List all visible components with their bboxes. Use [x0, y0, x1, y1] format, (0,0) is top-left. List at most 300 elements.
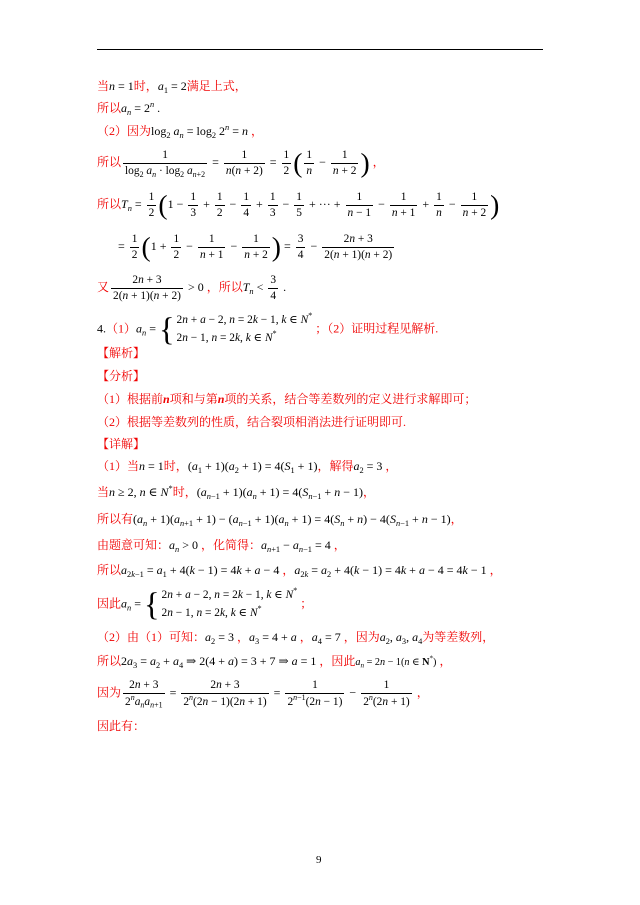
math-var: n: [238, 519, 243, 529]
math-var: a: [143, 164, 153, 177]
math-text: 2: [300, 570, 305, 580]
math-text: 1: [290, 466, 295, 476]
answer-text: 因为: [97, 685, 122, 700]
math-text: −1: [297, 693, 306, 703]
math-text: ,: [225, 607, 231, 619]
math-text: −: [226, 196, 240, 211]
math-var: n: [153, 289, 160, 302]
math-text: + 2: [249, 248, 268, 261]
math-var: n: [130, 693, 135, 703]
fraction-denominator: [123, 164, 207, 179]
math-text: + 1) = 4(: [238, 459, 285, 474]
math-var: a: [184, 164, 193, 177]
fraction-denominator: [304, 164, 314, 179]
answer-text: 【解析】: [97, 345, 146, 360]
math-text: 2: [385, 637, 390, 647]
answer-text: 【详解】: [97, 436, 146, 451]
math-text: −: [445, 196, 459, 211]
math-text: 1: [253, 232, 259, 245]
math-text: 2: [161, 607, 168, 619]
fraction-numerator: [294, 190, 304, 206]
inline-formula: [355, 657, 436, 668]
superscript: [293, 693, 305, 702]
fraction-numerator: [123, 148, 207, 164]
math-text: 1: [173, 232, 180, 245]
math-text: log: [125, 164, 140, 177]
math-text: + 1)(: [147, 512, 174, 527]
math-text: − 4 = 4: [424, 563, 463, 578]
math-var: n: [189, 693, 194, 703]
math-text: + 3: [143, 273, 162, 286]
math-var: n: [334, 485, 341, 500]
fraction-denominator: [215, 206, 225, 221]
math-var: n: [127, 108, 132, 118]
math-var: n: [127, 203, 132, 213]
math-text: =: [266, 154, 280, 169]
math-text: *: [257, 604, 262, 614]
answer-text: ，因此: [316, 654, 356, 669]
fraction-numerator: [296, 232, 306, 248]
math-text: 4: [317, 637, 322, 647]
left-paren: (: [293, 147, 303, 179]
math-text: + 1)(: [128, 289, 154, 302]
fraction-numerator: [268, 273, 278, 289]
math-text: =: [146, 321, 159, 336]
math-var: n: [139, 485, 146, 500]
math-text: 2: [180, 169, 185, 179]
math-var: n: [239, 695, 246, 708]
math-text: > 0: [184, 279, 204, 294]
math-text: · log: [156, 164, 181, 177]
math-text: 2(: [113, 289, 123, 302]
answer-text: 所以有: [97, 512, 134, 527]
math-var: n: [298, 545, 304, 555]
answer-text: 又: [97, 279, 110, 294]
math-var: n: [140, 700, 145, 710]
math-text: 2: [327, 570, 332, 580]
math-text: 1: [356, 190, 363, 203]
math-var: n: [242, 124, 248, 139]
math-text: ∈: [286, 314, 301, 327]
answer-text: ，因为: [340, 630, 380, 645]
math-text: =: [281, 238, 294, 253]
fraction: [111, 273, 183, 304]
math-text: +: [321, 485, 335, 500]
fraction: [147, 190, 157, 221]
math-text: +: [200, 196, 213, 211]
math-var: a: [169, 538, 176, 553]
math-text: ) = 3 + 7 ⇒: [233, 654, 292, 669]
math-text: .: [280, 279, 287, 294]
math-bold-symbol: N: [422, 657, 430, 669]
math-text: = 1: [115, 79, 134, 94]
math-var: k: [245, 332, 251, 344]
fraction: [296, 232, 306, 263]
answer-text: ；（2）证明过程见解析.: [312, 321, 439, 336]
fraction: [123, 148, 207, 179]
math-text: −: [279, 196, 293, 211]
fraction-denominator: [331, 164, 359, 179]
math-text: =: [143, 563, 157, 578]
answer-text: 所以: [97, 196, 122, 211]
math-text: − 1,: [257, 314, 282, 327]
math-var: a: [136, 321, 143, 336]
math-var: S: [389, 512, 396, 527]
fraction-denominator: [346, 206, 374, 221]
math-text: +: [172, 589, 186, 602]
answer-text: 为等差数列，: [422, 630, 495, 645]
math-var: a: [121, 101, 128, 116]
math-var: a: [173, 512, 180, 527]
answer-text: ，: [248, 124, 264, 139]
fraction-numerator: [282, 148, 292, 164]
math-text: −: [375, 196, 388, 211]
math-var: a: [232, 512, 239, 527]
fraction-numerator: [215, 190, 225, 206]
math-text: 1: [436, 190, 442, 203]
answer-text: ，: [486, 563, 502, 578]
math-var: n: [143, 519, 148, 529]
math-var: n: [404, 657, 410, 669]
math-var: a: [134, 695, 141, 708]
math-text: + 2: [338, 164, 357, 177]
fraction-numerator: [361, 678, 412, 694]
math-text: = 2: [202, 607, 220, 619]
fraction: [268, 273, 278, 304]
math-text: =: [166, 685, 180, 700]
math-text: −: [346, 685, 360, 700]
line-content: [97, 273, 286, 304]
math-text: + 4(: [331, 563, 354, 578]
answer-text: ，: [382, 459, 398, 474]
math-var: k: [266, 589, 272, 602]
fraction: [361, 678, 412, 709]
answer-text: 【分析】: [97, 368, 146, 383]
math-var: n: [182, 332, 188, 344]
fraction: [346, 190, 374, 221]
math-text: +1: [271, 545, 281, 555]
superscript: [308, 312, 312, 321]
math-text: 4: [270, 289, 277, 302]
math-text: = 3: [363, 459, 383, 474]
math-var: n: [225, 164, 232, 177]
math-text: 2: [127, 570, 132, 580]
math-text: +1: [184, 519, 194, 529]
math-text: 1: [283, 148, 290, 161]
fraction-denominator: [268, 206, 278, 221]
math-text: (: [187, 459, 192, 474]
math-text: <: [253, 279, 267, 294]
math-text: 1: [216, 190, 223, 203]
math-text: −: [316, 154, 329, 169]
math-text: − 1(: [385, 657, 405, 669]
page-number: 9: [316, 854, 322, 866]
math-var: n: [308, 492, 313, 502]
parenthesized-group: [158, 190, 499, 221]
fraction: [188, 190, 198, 221]
math-var: T: [121, 196, 128, 211]
math-text: + 1): [245, 695, 267, 708]
math-var: N: [249, 607, 258, 619]
question-number: 4.: [97, 321, 106, 336]
answer-text: 当: [97, 79, 110, 94]
math-var: n: [249, 286, 254, 296]
math-var: a: [261, 538, 267, 553]
math-text: ⇒ 2(4 +: [183, 654, 228, 669]
math-text: = 2: [364, 657, 380, 669]
fraction-denominator: [361, 694, 412, 710]
math-text: = 4 +: [259, 630, 291, 645]
math-text: ≥ 2,: [115, 485, 140, 500]
answer-text: ，: [413, 685, 429, 700]
math-text: + 2): [370, 248, 393, 261]
math-text: − 1,: [242, 589, 267, 602]
math-text: 3: [270, 273, 277, 286]
math-var: k: [131, 570, 135, 580]
answer-text: （1）根据前: [97, 391, 164, 406]
math-text: 3: [269, 206, 276, 219]
fraction: [282, 148, 292, 179]
math-text: + 2): [159, 289, 181, 302]
math-var: n: [333, 248, 340, 261]
math-text: −1: [210, 492, 220, 502]
math-text: 2(: [324, 248, 334, 261]
math-text: − 1): [427, 512, 451, 527]
math-var: a: [246, 485, 253, 500]
math-var: n: [192, 169, 197, 179]
math-text: 1: [400, 190, 407, 203]
math-var: n: [379, 657, 386, 669]
math-text: − 1): [340, 485, 363, 500]
math-text: (2: [193, 695, 203, 708]
fraction-numerator: [331, 148, 359, 164]
math-var: n: [315, 695, 321, 708]
math-text: − 1,: [172, 607, 197, 619]
math-text: 2: [173, 248, 180, 261]
math-text: 2: [359, 466, 364, 476]
fraction: [268, 190, 278, 221]
math-text: + 1)(: [339, 248, 365, 261]
fraction: [224, 148, 265, 179]
math-var: n: [235, 164, 242, 177]
fraction-denominator: [224, 164, 265, 179]
math-var: n: [252, 492, 257, 502]
math-text: 1: [163, 86, 168, 96]
fraction-denominator: [188, 206, 198, 221]
fraction-denominator: [242, 248, 270, 263]
math-text: 1: [197, 466, 202, 476]
fraction-denominator: [322, 248, 394, 263]
fraction-denominator: [268, 289, 278, 304]
parenthesized-group: [141, 232, 281, 263]
math-var: n: [142, 328, 147, 338]
fraction: [171, 232, 181, 263]
fraction-numerator: [304, 148, 314, 164]
math-text: 3: [133, 661, 138, 671]
math-text: + 3: [355, 232, 373, 245]
math-text: = 1: [145, 459, 164, 474]
answer-text: 因此: [97, 596, 122, 611]
math-text: 1: [208, 232, 215, 245]
fraction-numerator: [285, 678, 344, 694]
math-text: 1: [190, 190, 197, 203]
math-text: −1: [242, 519, 252, 529]
math-var: k: [237, 589, 243, 602]
math-text: + 3: [221, 679, 240, 692]
left-brace: {: [158, 311, 175, 348]
fraction-denominator: [296, 248, 306, 263]
math-text: 4: [243, 206, 250, 219]
math-text: (2: [372, 695, 383, 708]
math-text: =: [270, 685, 284, 700]
fraction: [241, 190, 251, 221]
answer-text: ，: [279, 563, 295, 578]
math-text: + 1)(: [202, 459, 229, 474]
fraction-numerator: [181, 678, 268, 694]
math-text: ∈: [271, 589, 286, 602]
math-var: n: [150, 700, 155, 710]
math-text: ) − 4(: [363, 512, 390, 527]
line-content: [97, 562, 502, 579]
math-var: a: [379, 630, 386, 645]
superscript: [293, 587, 297, 596]
fraction: [294, 190, 304, 221]
math-text: 2: [148, 206, 155, 219]
answer-text: 所以: [97, 563, 122, 578]
math-text: log: [151, 124, 167, 139]
math-var: n: [202, 695, 209, 708]
math-text: = log: [183, 124, 212, 139]
math-var: n: [267, 545, 272, 555]
fraction: [198, 232, 226, 263]
math-text: = 2: [131, 101, 150, 116]
math-text: 2: [287, 695, 294, 708]
math-text: > 0: [179, 538, 198, 553]
fraction-denominator: [241, 206, 251, 221]
line-content: [118, 232, 396, 263]
math-var: n: [152, 169, 157, 179]
math-text: + 1) − (: [193, 512, 233, 527]
math-var: n: [382, 695, 389, 708]
math-text: + 1) = 4(: [288, 512, 335, 527]
math-text: + 3: [140, 679, 159, 692]
math-text: = 2: [217, 332, 235, 344]
math-text: *: [272, 329, 277, 339]
fraction-denominator: [130, 248, 140, 263]
math-text: =: [209, 154, 222, 169]
math-var: n: [199, 248, 206, 261]
math-text: =: [131, 596, 144, 611]
fraction-denominator: [198, 248, 226, 263]
math-var: n: [349, 232, 356, 245]
math-var: S: [334, 512, 341, 527]
math-var: a: [137, 512, 144, 527]
fraction-denominator: [181, 694, 268, 710]
superscript: [258, 604, 262, 613]
answer-text: （2）因为: [97, 124, 152, 139]
math-text: +: [419, 196, 433, 211]
math-text: 2: [363, 695, 369, 708]
math-var: S: [284, 459, 291, 474]
math-text: 2: [343, 232, 350, 245]
math-text: − 1: [353, 206, 372, 219]
fraction-denominator: [285, 694, 344, 710]
answer-text: ，所以: [203, 279, 243, 294]
fraction: [461, 190, 489, 221]
math-var: a: [157, 79, 164, 94]
math-var: a: [170, 124, 180, 139]
fraction: [304, 148, 314, 179]
answer-text: 当: [97, 485, 110, 500]
math-var: n: [127, 603, 132, 613]
math-var: k: [462, 563, 468, 578]
case-row: [177, 312, 313, 330]
case-row: [162, 587, 298, 605]
math-var: a: [355, 657, 361, 669]
case-row: [177, 330, 313, 348]
math-text: − 4: [260, 563, 280, 578]
math-var: n: [182, 314, 188, 327]
math-text: 2: [155, 661, 161, 671]
answer-italic-var: n: [217, 391, 225, 406]
answer-text: 由题意可知：: [97, 538, 170, 553]
fraction: [322, 232, 394, 263]
fraction: [390, 190, 418, 221]
math-var: n: [436, 206, 442, 219]
math-text: (: [133, 512, 138, 527]
math-text: =: [118, 238, 128, 253]
math-var: a: [205, 630, 212, 645]
line-content: [97, 190, 499, 221]
math-text: 2: [161, 589, 168, 602]
math-var: k: [353, 563, 360, 578]
math-var: a: [294, 563, 301, 578]
answer-text: ，: [233, 630, 249, 645]
fraction: [130, 232, 140, 263]
math-text: 1 +: [150, 238, 170, 253]
math-text: +: [344, 512, 358, 527]
answer-text: 时，: [133, 79, 158, 94]
answer-text: （2）根据等差数列的性质，结合裂项相消法进行证明即可.: [97, 414, 407, 429]
fraction: [285, 678, 344, 709]
math-text: 3: [255, 637, 260, 647]
math-text: 1: [341, 148, 348, 161]
fraction-numerator: [390, 190, 418, 206]
math-var: a: [395, 630, 402, 645]
math-var: a: [292, 538, 299, 553]
math-var: n: [139, 459, 146, 474]
math-text: *: [168, 484, 173, 494]
answer-text: 时，: [163, 459, 188, 474]
math-text: (: [231, 164, 236, 177]
line-content: [97, 718, 145, 735]
math-var: a: [254, 563, 261, 578]
math-var: N: [300, 314, 309, 327]
left-brace: {: [143, 586, 160, 623]
math-text: 1: [312, 679, 318, 692]
math-var: k: [234, 332, 241, 344]
math-var: n: [306, 164, 313, 177]
math-var: n: [368, 693, 373, 703]
math-text: + 4(: [166, 563, 190, 578]
math-text: (2: [305, 695, 316, 708]
math-var: a: [418, 563, 425, 578]
answer-text: 满足上式，: [186, 79, 247, 94]
math-var: a: [249, 630, 255, 645]
math-var: n: [179, 519, 185, 529]
math-text: 2: [210, 679, 217, 692]
fraction-denominator: [171, 248, 181, 263]
